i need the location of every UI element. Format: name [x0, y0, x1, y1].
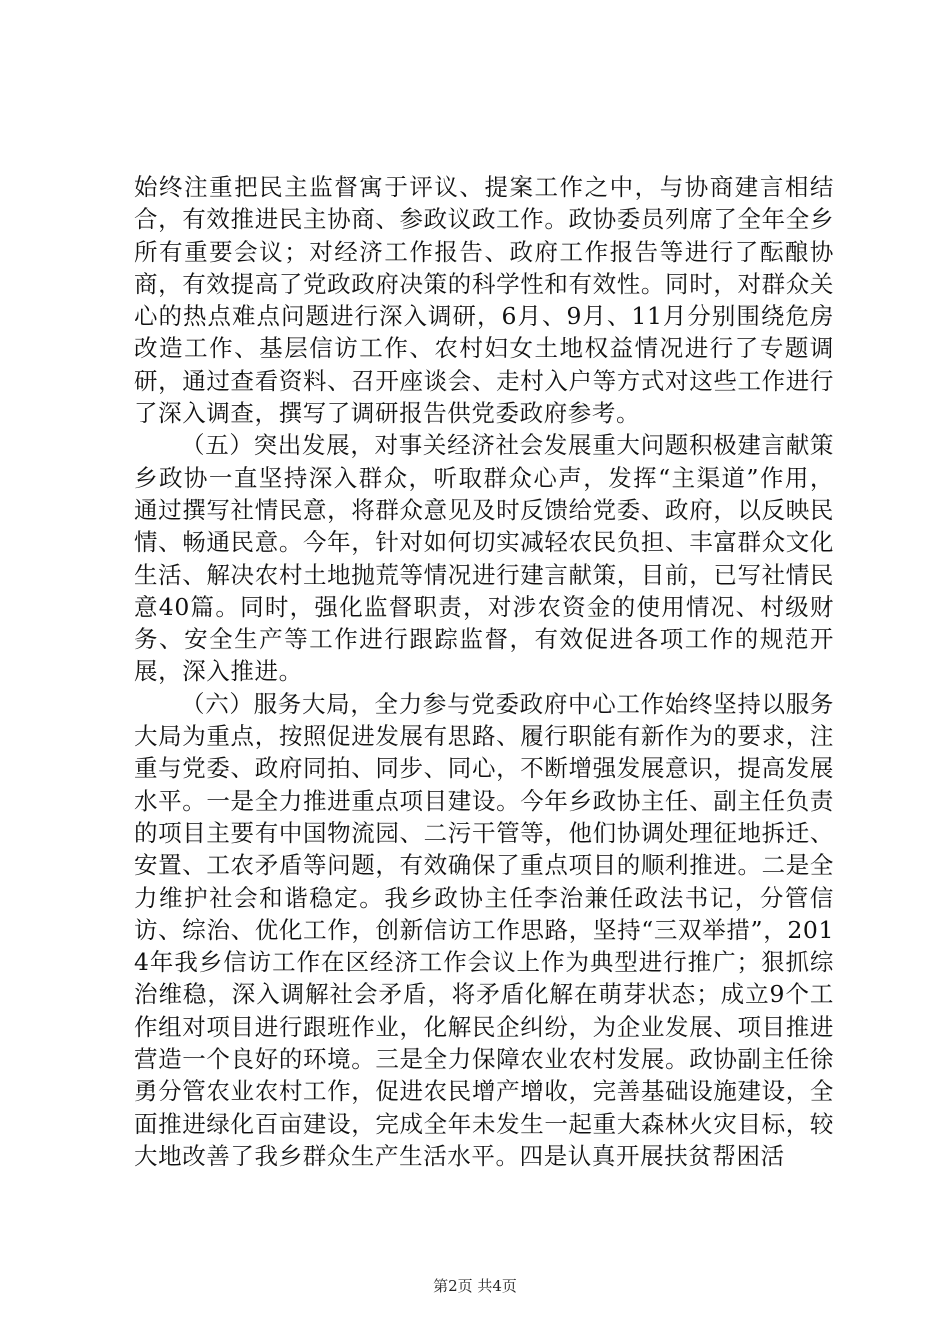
page-number-label: 第2页 共4页	[433, 1277, 517, 1295]
paragraph-continuation: 始终注重把民主监督寓于评议、提案工作之中，与协商建言相结合，有效推进民主协商、参政议政工作。政协委员列席了全年全乡所有重要会议；对经济工作报告、政府工作报告等进行了酝酿协商，有效提高了党政政府决策的科学性和有效性。同时，对群众关心的热点难点问题进行深入调研，6月、9月、11月分别围绕危房改造工作、基层信访工作、农村妇女土地权益情况进行了专题调研，通过查看资料、召开座谈会、走村入户等方式对这些工作进行了深入调查，撰写了调研报告供党委政府参考。	[134, 173, 834, 428]
document-body	[134, 171, 834, 1172]
paragraph-section-five: （五）突出发展，对事关经济社会发展重大问题积极建言献策乡政协一直坚持深入群众，听取群众心声，发挥“主渠道”作用，通过撰写社情民意，将群众意见及时反馈给党委、政府，以反映民情、畅通民意。今年，针对如何切实减轻农民负担、丰富群众文化生活、解决农村土地抛荒等情况进行建言献策，目前，已写社情民意40篇。同时，强化监督职责，对涉农资金的使用情况、村级财务、安全生产等工作进行跟踪监督，有效促进各项工作的规范开展，深入推进。	[134, 431, 834, 686]
paragraph-section-six: （六）服务大局，全力参与党委政府中心工作始终坚持以服务大局为重点，按照促进发展有思路、履行职能有新作为的要求，注重与党委、政府同拍、同步、同心，不断增强发展意识，提高发展水平。一是全力推进重点项目建设。今年乡政协主任、副主任负责的项目主要有中国物流园、二污干管等，他们协调处理征地拆迁、安置、工农矛盾等问题，有效确保了重点项目的顺利推进。二是全力维护社会和谐稳定。我乡政协主任李治兼任政法书记，分管信访、综治、优化工作，创新信访工作思路，坚持“三双举措”，2014年我乡信访工作在区经济工作会议上作为典型进行推广；狠抓综治维稳，深入调解社会矛盾，将矛盾化解在萌芽状态；成立9个工作组对项目进行跟班作业，化解民企纠纷，为企业发展、项目推进营造一个良好的环境。三是全力保障农业农村发展。政协副主任徐勇分管农业农村工作，促进农民增产增收，完善基础设施建设，全面推进绿化百亩建设，完成全年未发生一起重大森林火灾目标，较大地改善了我乡群众生产生活水平。四是认真开展扶贫帮困活	[134, 689, 834, 1170]
page-footer	[0, 1276, 950, 1296]
